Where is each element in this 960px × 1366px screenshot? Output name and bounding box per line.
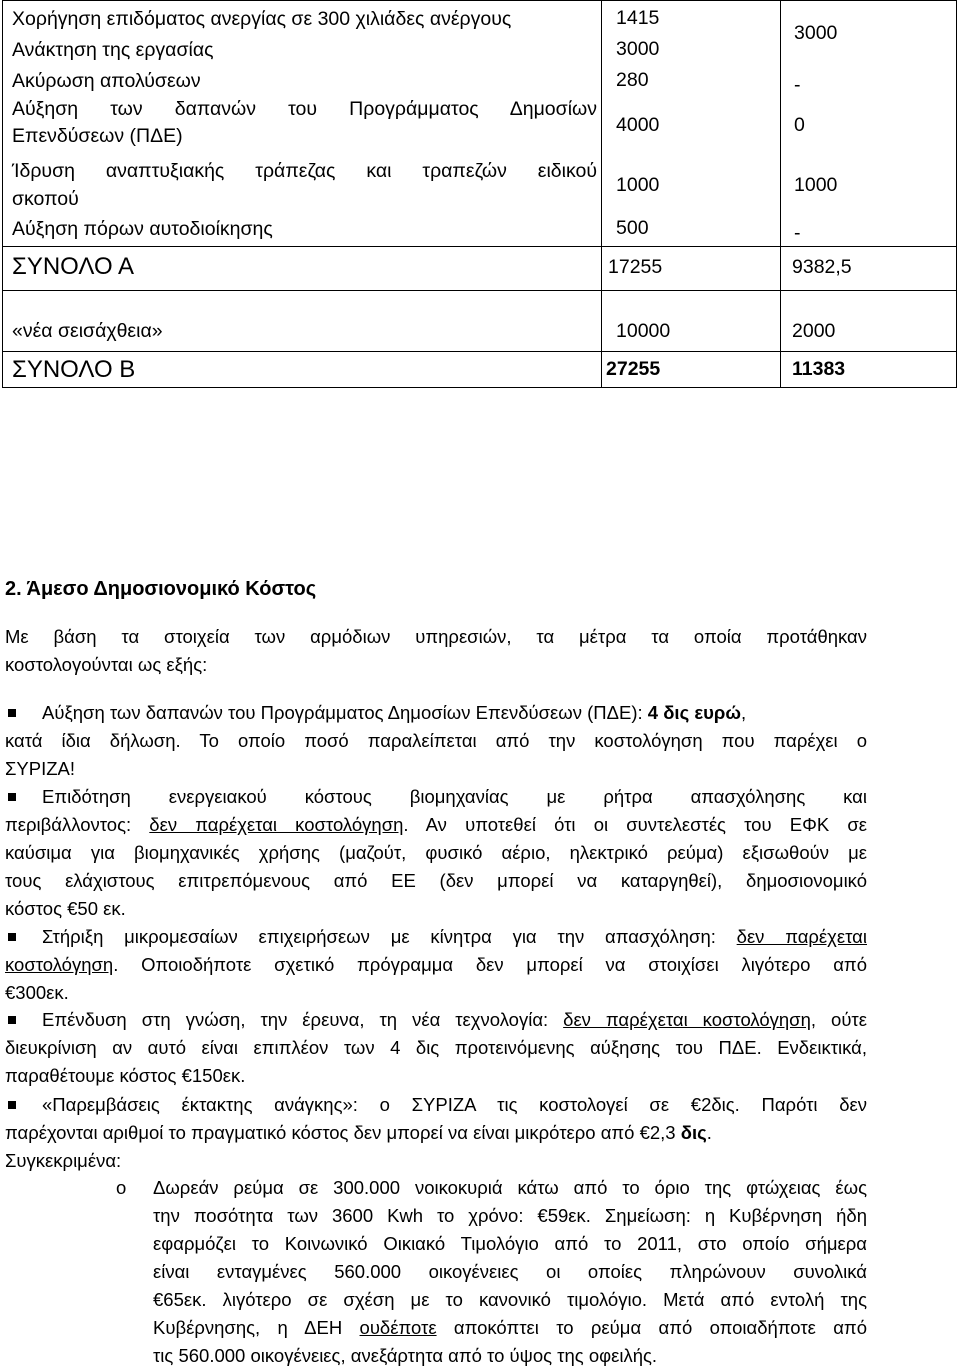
- row-local-gov-b: -: [794, 222, 801, 244]
- bullet-emergency: «Παρεμβάσεις έκτακτης ανάγκης»: ο ΣΥΡΙΖΑ τις κοστολογεί σε €2δις. Παρότι δεν παρέχονται αριθμοί το πραγματικό κόστος δεν μπορεί να είναι μικρότερο από €2,3 δις. Συγκεκριμένα:: [5, 1094, 867, 1171]
- row-work-a: 3000: [616, 38, 660, 60]
- row-local-gov-a: 500: [616, 217, 649, 239]
- square-bullet-icon: [8, 933, 16, 941]
- row-local-gov-label: Αύξηση πόρων αυτοδιοίκησης: [12, 218, 273, 240]
- total-a-value-b: 9382,5: [792, 256, 852, 278]
- no-costing-note: δεν παρέχεται: [736, 926, 867, 947]
- bullet-research: Επένδυση στη γνώση, την έρευνα, τη νέα τεχνολογία: δεν παρέχεται κοστολόγηση, ούτε διευκρίνιση αν αυτό είναι επιπλέον των 4 δις προτεινόμενης αύξησης του ΠΔΕ. Ενδεικτικά, παραθέτουμε κόστος €150εκ.: [5, 1009, 867, 1086]
- table-divider-1: [601, 0, 602, 388]
- bullet-sme: Στήριξη μικρομεσαίων επιχειρήσεων με κίνητρα για την απασχόληση: δεν παρέχεται κοστολόγηση. Οποιοδήποτε σχετικό πρόγραμμα δεν μπορεί να στοιχίσει λιγότερο από €300εκ.: [5, 926, 867, 1003]
- bullet-energy: Επιδότηση ενεργειακού κόστους βιομηχανίας με ρήτρα απασχόλησης και περιβάλλοντος: δεν παρέχεται κοστολόγηση. Αν υποτεθεί ότι οι συντελεστές του ΕΦΚ σε καύσιμα για βιομηχανικές χρήσης (μαζούτ, φυσικό αέριο, ηλεκτρικό ρεύμα) εξισωθούν με τους ελάχιστους επιτρεπόμενους από ΕΕ (δεν μπορεί να καταργηθεί), δημοσιονομικό κόστος €50 εκ.: [5, 786, 867, 919]
- row-work-b: 3000: [794, 22, 838, 44]
- row-layoffs-b: -: [794, 74, 801, 96]
- new-deal-b: 2000: [792, 320, 836, 342]
- row-bank-label-1: Ίδρυση αναπτυξιακής τράπεζας και τραπεζών ειδικού: [12, 160, 597, 182]
- table-sep-total-b-top: [2, 351, 957, 352]
- row-bank-label-2: σκοπού: [12, 188, 79, 210]
- table-sep-total-a-bottom: [2, 290, 957, 291]
- intro-line-1: Με βάση τα στοιχεία των αρμόδιων υπηρεσιών, τα μέτρα τα οποία προτάθηκαν: [5, 626, 867, 647]
- row-pde-label-1: Αύξηση των δαπανών του Προγράμματος Δημοσίων: [12, 98, 597, 120]
- row-bank-a: 1000: [616, 174, 660, 196]
- row-work-label: Ανάκτηση της εργασίας: [12, 39, 214, 61]
- square-bullet-icon: [8, 793, 16, 801]
- total-b-label: ΣΥΝΟΛΟ Β: [12, 356, 136, 383]
- row-pde-a: 4000: [616, 114, 660, 136]
- table-border-right: [956, 0, 957, 388]
- row-bank-b: 1000: [794, 174, 838, 196]
- total-b-value-b: 11383: [792, 358, 846, 380]
- table-divider-2: [780, 0, 781, 388]
- new-deal-label: «νέα σεισάχθεια»: [12, 320, 163, 342]
- sub-bullet-electricity: Δωρεάν ρεύμα σε 300.000 νοικοκυριά κάτω από το όριο της φτώχειας έως την ποσότητα των 3600 Kwh το χρόνο: €59εκ. Σημείωση: η Κυβέρνηση ήδη εφαρμόζει το Κοινωνικό Οικιακό Τιμολόγιο από το 2011, στο οποίο σήμερα είναι ενταγμένες 560.000 οικογένειες οι οποίες πληρώνουν συνολικά €65εκ. λιγότερο σε σχέση με το κανονικό τιμολόγιο. Μετά από εντολή της Κυβέρνησης, η ΔΕΗ ουδέποτε αποκόπτει το ρεύμα από οποιαδήποτε από τις 560.000 οικογένειες, ανεξάρτητα από το ύψος της οφειλής.: [153, 1177, 867, 1366]
- total-b-value-a: 27255: [606, 358, 661, 380]
- never-underlined: ουδέποτε: [359, 1317, 437, 1338]
- square-bullet-icon: [8, 1016, 16, 1024]
- bullet-pde: Αύξηση των δαπανών του Προγράμματος Δημοσίων Επενδύσεων (ΠΔΕ): 4 δις ευρώ, κατά ίδια δήλωση. Το οποίο ποσό παραλείπεται από την κοστολόγηση που παρέχει ο ΣΥΡΙΖΑ!: [5, 702, 867, 779]
- row-layoffs-a: 280: [616, 69, 649, 91]
- table-border-bottom: [2, 387, 957, 388]
- square-bullet-icon: [8, 1101, 16, 1109]
- row-unemployment-a: 1415: [616, 7, 660, 29]
- no-costing-note: δεν παρέχεται κοστολόγηση: [563, 1009, 811, 1030]
- total-a-label: ΣΥΝΟΛΟ Α: [12, 253, 134, 280]
- intro-paragraph: [5, 623, 867, 679]
- table-sep-total-a-top: [2, 246, 957, 247]
- table-border-left: [2, 0, 3, 388]
- no-costing-note: δεν παρέχεται κοστολόγηση: [149, 814, 404, 835]
- cost-table: [2, 0, 957, 388]
- row-layoffs-label: Ακύρωση απολύσεων: [12, 70, 201, 92]
- total-a-value-a: 17255: [608, 256, 663, 278]
- row-pde-label-2: Επενδύσεων (ΠΔΕ): [12, 125, 183, 147]
- table-border-top: [2, 0, 957, 1]
- section-heading: 2. Άμεσο Δημοσιονομικό Κόστος: [5, 578, 317, 600]
- new-deal-a: 10000: [616, 320, 671, 342]
- circle-bullet-icon: o: [116, 1177, 127, 1198]
- intro-line-2: κοστολογούνται ως εξής:: [5, 654, 208, 675]
- row-unemployment-label: Χορήγηση επιδόματος ανεργίας σε 300 χιλιάδες ανέργους: [12, 8, 512, 30]
- pde-amount: 4 δις ευρώ: [647, 702, 741, 723]
- square-bullet-icon: [8, 709, 16, 717]
- row-pde-b: 0: [794, 114, 805, 136]
